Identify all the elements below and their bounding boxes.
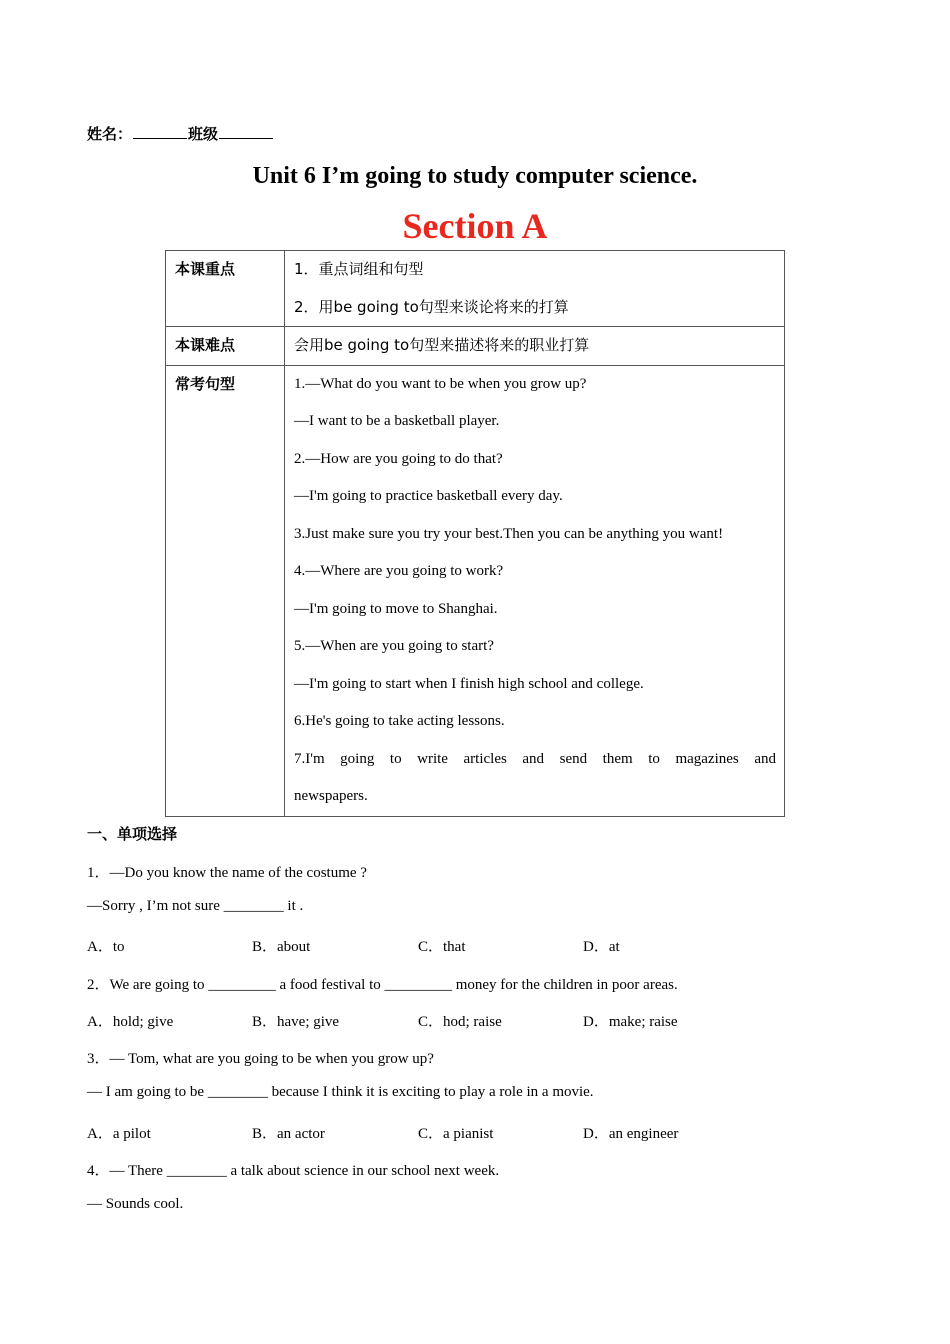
pattern-line: —I want to be a basketball player.	[294, 413, 500, 429]
pattern-line: 1.—What do you want to be when you grow up?	[294, 375, 587, 392]
pattern-line: newspapers.	[294, 788, 368, 804]
patterns-label: 常考句型	[166, 365, 285, 816]
name-blank[interactable]	[133, 124, 187, 139]
pattern-line: —I'm going to start when I finish high school and college.	[294, 675, 644, 692]
question-3-option-a[interactable]: A．a pilot	[87, 1126, 151, 1142]
pattern-line: 5.—When are you going to start?	[294, 638, 494, 654]
table-row-patterns	[166, 365, 785, 816]
key-point-line: 1．重点词组和句型	[294, 260, 424, 278]
question-1-line-1: 1．—Do you know the name of the costume ?	[87, 865, 367, 881]
exercise-heading: 一、单项选择	[87, 825, 178, 843]
pattern-line: 4.—Where are you going to work?	[294, 563, 504, 579]
question-1-option-a[interactable]: A．to	[87, 939, 125, 955]
name-class-line	[87, 123, 274, 144]
difficulty-label: 本课难点	[166, 327, 285, 366]
difficulty-content	[285, 327, 785, 366]
lesson-info-table	[165, 250, 785, 817]
question-2-line-1: 2．We are going to _________ a food festival to _________ money for the children in poor areas.	[87, 977, 678, 993]
key-point-line: 2．用be going to句型来谈论将来的打算	[294, 297, 569, 316]
question-2-option-c[interactable]: C．hod; raise	[418, 1014, 502, 1030]
section-heading: Section A	[402, 206, 548, 246]
difficulty-line: 会用be going to句型来描述将来的职业打算	[294, 336, 590, 354]
class-label: 班级	[188, 125, 219, 143]
question-1-option-d[interactable]: D．at	[583, 939, 620, 955]
pattern-line: 6.He's going to take acting lessons.	[294, 713, 505, 729]
table-row-key-points	[166, 251, 785, 327]
question-4-line-2: — Sounds cool.	[87, 1196, 184, 1212]
pattern-line: 7.I'm going to write articles and send them to magazines and	[294, 750, 776, 767]
key-points-label: 本课重点	[166, 251, 285, 327]
name-label: 姓名：	[87, 125, 133, 143]
question-3-option-b[interactable]: B．an actor	[252, 1126, 325, 1142]
page-title: Unit 6 I’m going to study computer science.	[252, 163, 698, 189]
question-1-line-2: —Sorry , I’m not sure ________ it .	[87, 898, 304, 914]
pattern-line: 3.Just make sure you try your best.Then you can be anything you want!	[294, 525, 724, 542]
table-row-difficulty	[166, 327, 785, 366]
question-3-option-d[interactable]: D．an engineer	[583, 1126, 679, 1142]
key-points-content	[285, 251, 785, 327]
pattern-line: —I'm going to practice basketball every day.	[294, 488, 563, 504]
question-1-option-b[interactable]: B．about	[252, 939, 311, 955]
question-4-line-1: 4．— There ________ a talk about science in our school next week.	[87, 1163, 500, 1179]
pattern-line: —I'm going to move to Shanghai.	[294, 600, 498, 617]
patterns-content	[285, 365, 785, 816]
question-2-option-d[interactable]: D．make; raise	[583, 1014, 678, 1030]
question-1-option-c[interactable]: C．that	[418, 939, 466, 955]
question-3-line-1: 3．— Tom, what are you going to be when you grow up?	[87, 1051, 434, 1067]
question-2-option-a[interactable]: A．hold; give	[87, 1014, 174, 1030]
class-blank[interactable]	[219, 124, 273, 139]
question-3-option-c[interactable]: C．a pianist	[418, 1126, 494, 1142]
question-3-line-2: — I am going to be ________ because I think it is exciting to play a role in a movie.	[87, 1084, 594, 1100]
pattern-line: 2.—How are you going to do that?	[294, 450, 503, 467]
question-2-option-b[interactable]: B．have; give	[252, 1014, 340, 1030]
